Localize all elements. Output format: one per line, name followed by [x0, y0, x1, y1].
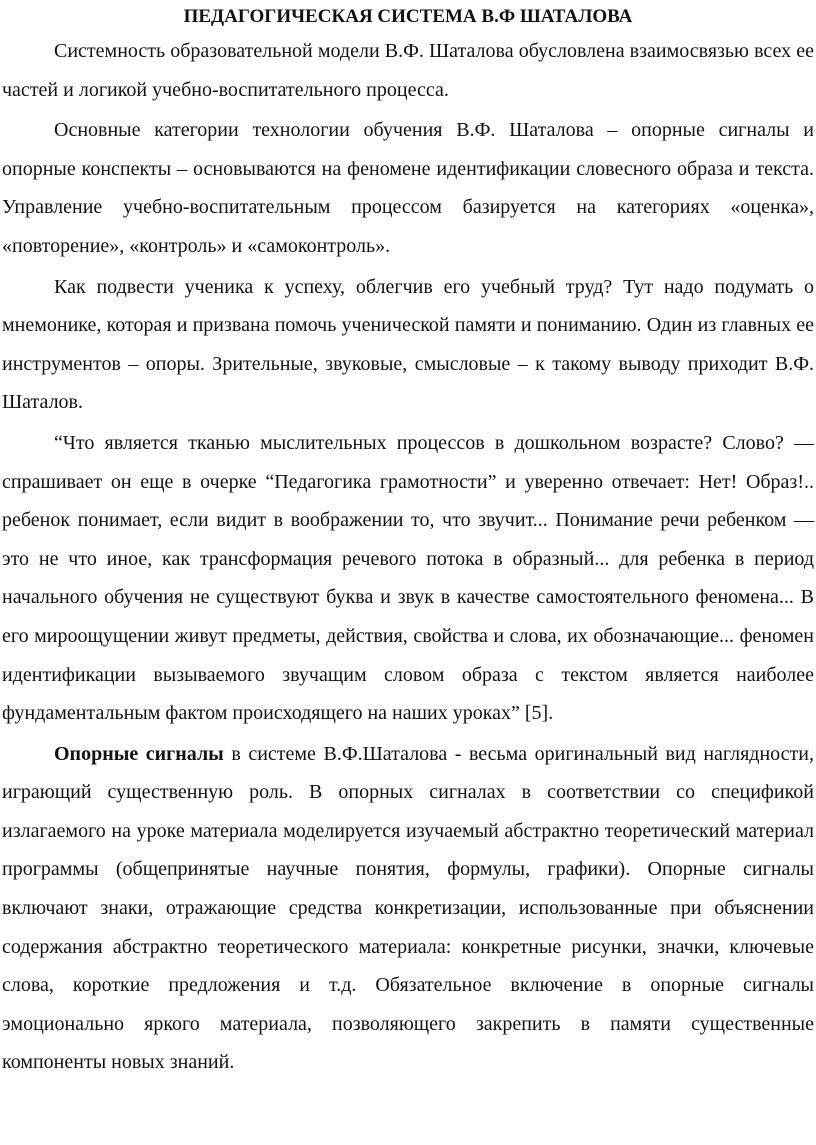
document-title: ПЕДАГОГИЧЕСКАЯ СИСТЕМА В.Ф ШАТАЛОВА — [183, 6, 633, 27]
term-bold: Опорные сигналы — [54, 742, 224, 765]
paragraph-1: Системность образовательной модели В.Ф. Шаталова обусловлена взаимосвязью всех ее частей и логикой учебно-воспитательного процесса. — [2, 40, 814, 101]
paragraph-4: “Что является тканью мыслительных процессов в дошкольном возрасте? Слово? — спрашивает он еще в очерке “Педагогика грамотности” и уверенно отвечает: Нет! Образ!.. ребенок понимает, если видит в воображении то, что звучит... Понимание речи ребенком — это не что иное, как трансформация речевого потока в образный... для ребенка в период начального обучения не существуют буква и звук в качестве самостоятельного феномена... В его мироощущении живут предметы, действия, свойства и слова, их обозначающие... феномен идентификации вызываемого звучащим словом образа с текстом является наиболее фундаментальным фактом происходящего на наших уроках” [5]. — [2, 431, 814, 725]
paragraph-2: Основные категории технологии обучения В.Ф. Шаталова – опорные сигналы и опорные конспекты – основываются на феномене идентификации словесного образа и текста. Управление учебно-воспитательным процессом базируется на категориях «оценка», «повторение», «контроль» и «самоконтроль». — [2, 119, 814, 257]
paragraph-5-text: в системе В.Ф.Шаталова - весьма оригинальный вид наглядности, играющий существенную роль. В опорных сигналах в соответствии со спецификой излагаемого на уроке материала моделируется изучаемый абстрактно теоретический материал программы (общепринятые научные понятия, формулы, графики). Опорные сигналы включают знаки, отражающие средства конкретизации, использованные при объяснении содержания абстрактно теоретического материала: конкретные рисунки, значки, ключевые слова, короткие предложения и т.д. Обязательное включение в опорные сигналы эмоционально яркого материала, позволяющего закрепить в памяти существенные компоненты новых знаний. — [2, 742, 814, 1074]
paragraph-5 — [2, 735, 814, 1082]
paragraph-3: Как подвести ученика к успеху, облегчив его учебный труд? Тут надо подумать о мнемонике, которая и призвана помочь ученической памяти и пониманию. Один из главных ее инструментов – опоры. Зрительные, звуковые, смысловые – к такому выводу приходит В.Ф. Шаталов. — [2, 275, 814, 414]
